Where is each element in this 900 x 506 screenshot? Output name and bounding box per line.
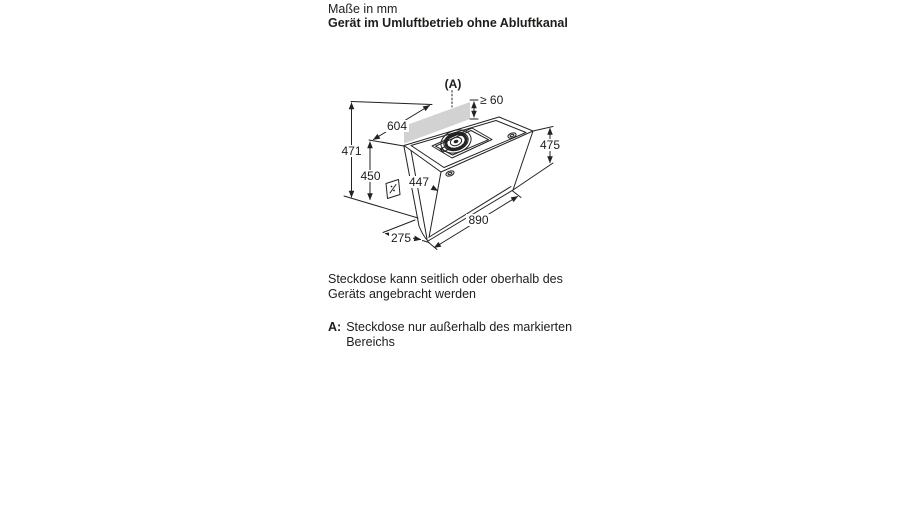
label-471: 471 <box>341 144 362 158</box>
deck-slot-left <box>445 170 455 177</box>
a-note-prefix: A: <box>328 320 342 334</box>
a-note-line1: Steckdose nur außerhalb des markierten <box>346 320 573 334</box>
dimension-min-clearance <box>470 100 478 119</box>
socket-icon <box>386 180 400 199</box>
socket-note-line2: Geräts angebracht werden <box>328 287 477 301</box>
deck-slot-right <box>507 132 517 139</box>
a-note-text <box>346 320 572 350</box>
label-890: 890 <box>468 213 489 227</box>
page-title: Gerät im Umluftbetrieb ohne Abluftkanal <box>328 16 568 30</box>
marked-wall-area <box>404 102 470 144</box>
label-475: 475 <box>539 138 561 152</box>
label-275: 275 <box>390 231 412 245</box>
units-note: Maße in mm <box>328 2 398 16</box>
socket-note-line1: Steckdose kann seitlich oder oberhalb des <box>328 272 563 286</box>
a-note <box>328 320 572 350</box>
label-min-clearance: ≥ 60 <box>480 93 504 107</box>
label-447: 447 <box>408 175 430 189</box>
label-450: 450 <box>360 169 381 183</box>
label-604: 604 <box>386 119 408 133</box>
socket-note <box>328 272 563 302</box>
label-a-marker: (A) <box>444 77 462 91</box>
a-note-line2: Bereichs <box>346 335 395 349</box>
